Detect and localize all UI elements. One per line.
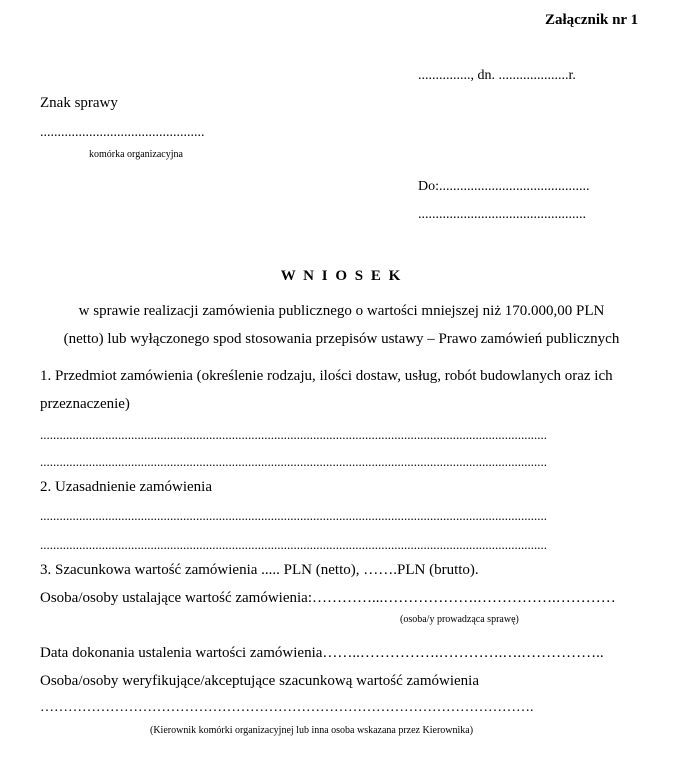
item2-heading: 2. Uzasadnienie zamówienia	[40, 479, 213, 495]
item2-fill-2: ............................................................................................................................................................	[40, 537, 547, 552]
item2-fill-1: ............................................................................................................................................................	[40, 508, 547, 523]
item3-estimate: 3. Szacunkowa wartość zamówienia ..... PLN (netto), …….PLN (brutto).	[40, 562, 479, 578]
head-caption: (Kierownik komórki organizacyjnej lub inna osoba wskazana przez Kierownika)	[150, 725, 474, 736]
document-title: W N I O S E K	[280, 268, 403, 284]
addressee-line-2: ................................................	[418, 207, 586, 222]
item1-fill-1: ............................................................................................................................................................	[40, 427, 547, 442]
unit-caption: komórka organizacyjna	[89, 149, 183, 160]
case-label: Znak sprawy	[40, 95, 118, 111]
signature-dots: …………………………………………………………………………………………….	[40, 700, 534, 715]
verifying-persons: Osoba/osoby weryfikujące/akceptujące szacunkową wartość zamówienia	[40, 673, 479, 689]
persons-determining: Osoba/osoby ustalające wartość zamówienia:…………...……………….…………….…………	[40, 590, 616, 606]
subtitle-line-1: w sprawie realizacji zamówienia publicznego o wartości mniejszej niż 170.000,00 PLN	[78, 303, 605, 319]
item1-line-1: 1. Przedmiot zamówienia (określenie rodzaju, ilości dostaw, usług, robót budowlanych oraz ich	[40, 368, 613, 384]
item1-line-2: przeznaczenie)	[40, 396, 130, 412]
item1-fill-2: ............................................................................................................................................................	[40, 454, 547, 469]
persons-caption: (osoba/y prowadząca sprawę)	[400, 614, 519, 625]
case-dots: ...............................................	[40, 125, 205, 140]
date-line: ..............., dn. ....................r.	[418, 68, 576, 83]
attachment-label: Załącznik nr 1	[545, 12, 639, 28]
addressee-line-1: Do:...........................................	[418, 179, 590, 194]
subtitle-line-2: (netto) lub wyłączonego spod stosowania przepisów ustawy – Prawo zamówień publicznych	[63, 331, 620, 347]
date-determined: Data dokonania ustalenia wartości zamówienia……..…………….………….….……………..	[40, 645, 604, 661]
